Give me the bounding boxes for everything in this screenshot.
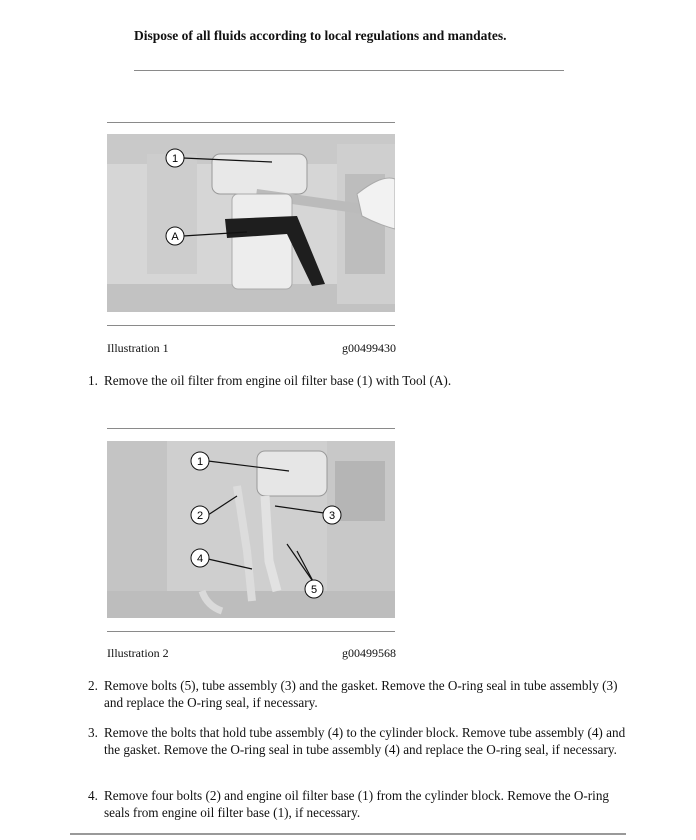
illustration-2-photo — [107, 441, 395, 618]
step-3-number: 3. — [88, 725, 98, 740]
callout-a: A — [171, 231, 179, 243]
step-4-text: Remove four bolts (2) and engine oil filter base (1) from the cylinder block. Remove the O-ring seals from engine oil filter base (1), if necessary. — [104, 788, 610, 820]
figure-1-caption: Illustration 1 — [107, 341, 169, 355]
step-1-text: Remove the oil filter from engine oil filter base (1) with Tool (A). — [104, 373, 452, 388]
callout-5: 5 — [310, 584, 318, 596]
callout-3: 3 — [328, 510, 336, 522]
notice-divider — [134, 70, 564, 71]
figure-2-top-rule — [107, 428, 395, 429]
oil-filter-removal-photo — [107, 134, 395, 312]
figure-1-code: g00499430 — [342, 341, 396, 355]
disposal-notice: Dispose of all fluids according to local regulations and mandates. — [134, 28, 507, 43]
step-2-number: 2. — [88, 678, 98, 693]
page-bottom-rule — [70, 833, 626, 835]
figure-1-bottom-rule — [107, 325, 395, 326]
filter-base-tubes-photo — [107, 441, 395, 618]
step-2-text: Remove bolts (5), tube assembly (3) and the gasket. Remove the O-ring seal in tube assembly (3) and replace the O-ring seal, if necessary. — [104, 678, 618, 710]
step-4-number: 4. — [88, 788, 98, 803]
step-1-number: 1. — [88, 373, 98, 388]
figure-1-top-rule — [107, 122, 395, 123]
figure-2-caption: Illustration 2 — [107, 646, 169, 660]
callout-1: 1 — [196, 456, 204, 468]
step-4 — [88, 787, 628, 821]
step-2 — [88, 677, 628, 711]
figure-2-code: g00499568 — [342, 646, 396, 660]
illustration-1-photo — [107, 134, 395, 312]
step-1 — [88, 372, 628, 389]
step-3 — [88, 724, 628, 758]
callout-2: 2 — [196, 510, 204, 522]
step-3-text: Remove the bolts that hold tube assembly (4) to the cylinder block. Remove tube assembly (4) and the gasket. Remove the O-ring seal in tube assembly (4) and replace the O-ring seal, if necessary. — [104, 725, 626, 757]
callout-4: 4 — [196, 553, 204, 565]
callout-1: 1 — [171, 153, 179, 165]
figure-2-bottom-rule — [107, 631, 395, 632]
